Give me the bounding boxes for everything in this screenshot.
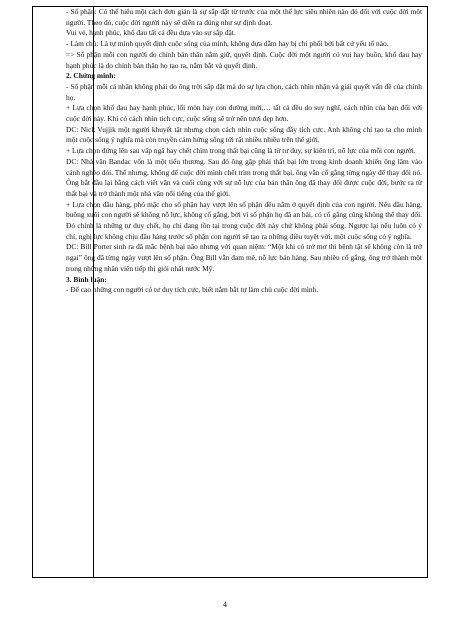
- page-number: 4: [223, 600, 227, 609]
- table-cell-content: [66, 7, 422, 296]
- section-heading: 3. Bình luận:: [66, 274, 107, 284]
- paragraph: - Số phận: Có thể hiểu một cách đơn giản là sự sắp đặt từ trước của một thế lực siêu nhiên nào đó đối với cuộc đời một người. Theo đó, cuộc đời người này sẽ diễn ra đúng như sự định đoạt.: [66, 7, 422, 27]
- paragraph: Vui vẻ, hạnh phúc, khổ đau tất cả đều dựa vào sự sắp đặt.: [66, 28, 236, 38]
- paragraph: + Lựa chọn đứng lên sau vấp ngã hay chết chìm trong thất bại cũng là từ tư duy, sự kiên trì, nỗ lực của mỗi con người.: [66, 146, 416, 156]
- paragraph: + Lựa chọn khổ đau hay hạnh phúc, lối mòn hay con đường mới,… tất cả đều do suy nghĩ, cách nhìn của bạn đối với cuộc đời này. Khi có cách nhìn tích cực, cuộc sống sẽ trở nên tươi đẹp hơn.: [66, 103, 422, 124]
- paragraph: DC: Nhà văn Bandac vốn là một tiểu thương. Sau đó ông gặp phải thất bại lớn trong kinh doanh khiến ông lâm vào cảnh nghèo đói. Thế nhưng, không để cuộc đời mình chết trìm trong thất bại, ông vẫn cố gắng từng ngày để thay đổi nó. Ông bắt đầu lại bằng cách viết văn và cuối cùng với sự nỗ lực của bản thân ông đã thay đổi được cuộc đời, bước ra từ thất bại và trở thành một nhà văn nổi tiếng của thế giới.: [66, 156, 422, 198]
- paragraph: DC: Nick Vujjik một người khuyết tật nhưng chọn cách nhìn cuộc sống đầy tích cực. Anh không chỉ tạo ta cho mình một cuộc sống ý nghĩa mà còn truyền cảm hứng sống tới rất nhiều nhiều trên thế giới.: [66, 124, 422, 145]
- paragraph: + Lựa chọn đầu hàng, phó mặc cho số phận hay vượt lên số phận đều nằm ở quyết định của con người. Nếu đầu hàng, buông xuôi con người sẽ không nỗ lực, không cố gắng, bởi vì số phận họ đã an bài, có cố gắng cũng không thể thay đổi. Đó chính là những tư duy chết, họ chỉ đang tồn tại trong cuộc đời này chứ không phải sống. Ngược lại nếu luôn có ý chí, nghị lực không chịu đầu hàng trước số phận con người sẽ tạo ra những điều tuyệt vời, một cuộc sống có ý nghĩa.: [66, 199, 422, 241]
- paragraph: - Số phận mỗi cá nhân không phải do ông trời sắp đặt mà do sự lựa chọn, cách nhìn nhận và giải quyết vấn đề của chính họ.: [66, 81, 422, 102]
- paragraph: - Làm chủ: Là tự mình quyết định cuộc sống của mình, không dựa dẫm hay bị chi phối bởi bất cứ yếu tố nào.: [66, 39, 389, 49]
- paragraph: => Số phận mỗi con người do chính bản thân nắm giữ, quyết định. Cuộc đời một người có vui hay buồn, khổ đau hay hạnh phúc là do chính bản thân họ tạo ra, nắm bắt và quyết định.: [66, 49, 422, 70]
- paragraph: DC: Bill Porter sinh ra đã mắc bệnh bại não nhưng với quan niệm: “Một khi có trở mơ thì bệnh tật sẽ không còn là trở ngại” ông đã từng ngày vượt lên số phận. Ông Bill vẫn đam mê, nỗ lực bán hàng. Sau nhiều cố gắng, ông trở thành một trong những nhân viên tiếp thị giỏi nhất nước Mỹ.: [66, 242, 422, 273]
- section-heading: 2. Chứng minh:: [66, 71, 116, 81]
- paragraph: - Để cao những con người có tư duy tích cực, biết nắm bắt tự làm chủ cuộc đời mình.: [66, 285, 319, 295]
